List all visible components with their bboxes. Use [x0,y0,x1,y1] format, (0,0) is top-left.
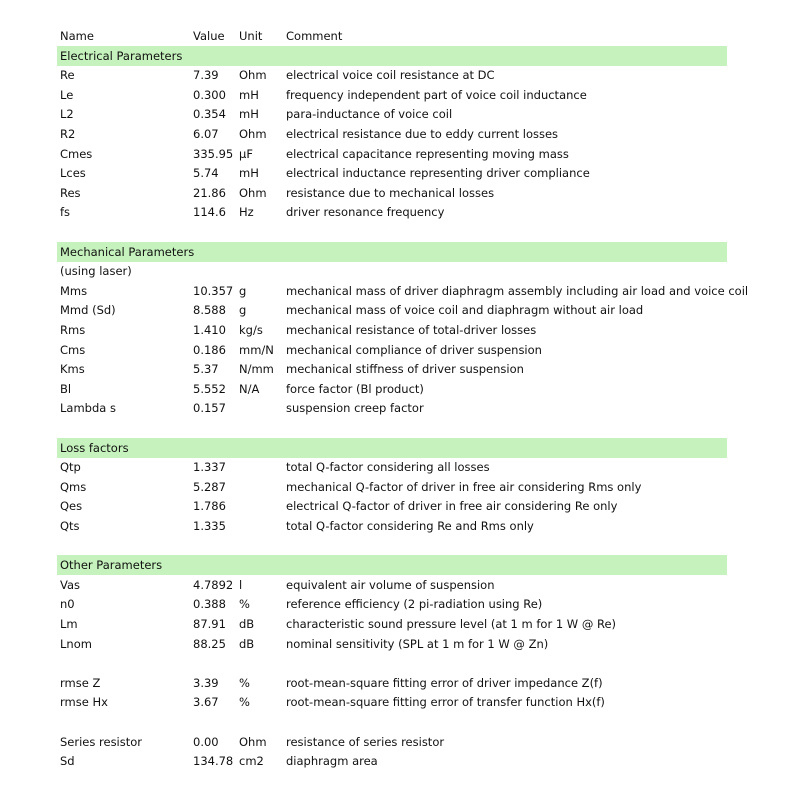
param-name: Qms [60,479,87,494]
param-value: 8.588 [193,303,226,318]
param-comment: electrical Q-factor of driver in free air considering Re only [286,499,618,514]
param-comment: electrical resistance due to eddy current losses [286,127,559,141]
param-unit: N/A [239,381,260,396]
param-comment: total Q-factor considering all losses [286,460,490,475]
parameter-row [57,379,727,399]
column-header-row [57,26,727,46]
param-comment: diaphragm area [286,754,378,769]
param-comment: nominal sensitivity (SPL at 1 m for 1 W @ Zn) [286,636,549,651]
param-name: Qtp [60,460,81,475]
param-name: L2 [60,107,74,122]
param-name: fs [60,205,71,220]
param-value: 1.786 [193,499,226,514]
param-name: n0 [60,597,75,612]
parameter-row [57,163,727,183]
parameter-row [57,183,727,203]
section-header [57,242,727,262]
param-comment: mechanical stiffness of driver suspension [286,362,524,377]
parameter-row [57,457,727,477]
parameter-row [57,104,727,124]
param-comment: electrical inductance representing driver compliance [286,166,590,181]
param-comment: frequency independent part of voice coil inductance [286,87,587,102]
param-name: Lces [60,166,86,181]
param-name: Kms [60,362,85,377]
param-name: Lnom [60,636,92,651]
param-comment: driver resonance frequency [286,205,445,220]
param-comment: mechanical Q-factor of driver in free air considering Rms only [286,479,642,494]
param-comment: electrical capacitance representing moving mass [286,146,569,161]
param-comment: resistance due to mechanical losses [286,185,495,200]
param-name: Sd [60,754,75,769]
param-unit: mH [239,166,259,181]
param-name: Re [60,68,75,83]
section-title: Other Parameters [60,558,163,573]
parameter-row [57,65,727,85]
param-name: rmse Z [60,675,101,690]
param-unit: % [239,695,250,710]
parameter-row [57,496,727,516]
param-value: 87.91 [193,617,226,631]
parameter-row [57,634,727,654]
column-header-unit: Unit [239,29,263,43]
param-comment: root-mean-square fitting error of transfer function Hx(f) [286,695,605,710]
param-comment: total Q-factor considering Re and Rms only [286,519,534,533]
param-comment: force factor (Bl product) [286,381,424,396]
param-value: 0.00 [193,734,219,749]
param-unit: mH [239,87,259,102]
param-value: 3.39 [193,675,219,690]
parameter-row [57,398,727,418]
section-title: Loss factors [60,440,129,455]
param-name: Series resistor [60,734,143,749]
section-note [57,261,727,281]
parameter-row [57,359,727,379]
param-value: 6.07 [193,127,219,141]
param-value: 5.74 [193,166,219,181]
param-unit: Hz [239,205,254,220]
param-name: Cms [60,342,86,357]
param-name: Le [60,87,74,102]
param-comment: characteristic sound pressure level (at 1 m for 1 W @ Re) [286,617,617,631]
param-value: 0.354 [193,107,226,122]
param-unit: cm2 [239,754,264,769]
param-name: Res [60,185,81,200]
parameter-row [57,202,727,222]
param-value: 1.410 [193,323,226,337]
section-header [57,555,727,575]
parameter-row [57,340,727,360]
param-value: 10.357 [193,283,234,298]
param-name: Bl [60,381,72,396]
param-value: 88.25 [193,636,226,651]
param-name: rmse Hx [60,695,108,710]
param-unit: g [239,283,247,298]
param-value: 335.95 [193,146,234,161]
parameter-row [57,300,727,320]
parameter-row [57,144,727,164]
parameter-row [57,516,727,536]
param-comment: mechanical mass of driver diaphragm assembly including air load and voice coil [286,283,749,298]
param-comment: reference efficiency (2 pi-radiation using Re) [286,597,543,612]
parameter-row [57,594,727,614]
param-comment: resistance of series resistor [286,734,445,749]
column-header-comment: Comment [286,29,343,43]
param-value: 1.335 [193,519,226,533]
column-header-name: Name [60,29,94,43]
param-comment: electrical voice coil resistance at DC [286,68,495,83]
param-unit: Ohm [239,734,267,749]
param-unit: Ohm [239,185,267,200]
param-comment: root-mean-square fitting error of driver impedance Z(f) [286,675,603,690]
param-unit: Ohm [239,68,267,83]
param-value: 0.157 [193,401,226,416]
param-unit: % [239,597,250,612]
param-name: Lambda s [60,401,116,416]
parameter-row [57,85,727,105]
param-name: Rms [60,323,86,337]
parameter-row [57,673,727,693]
param-value: 21.86 [193,185,226,200]
param-value: 4.7892 [193,577,234,592]
param-comment: equivalent air volume of suspension [286,577,495,592]
param-unit: Ohm [239,127,267,141]
param-unit: dB [239,617,255,631]
param-unit: N/mm [239,362,274,377]
section-header [57,46,727,66]
column-header-value: Value [193,29,225,43]
parameter-row [57,751,727,771]
parameter-row [57,614,727,634]
parameter-row [57,320,727,340]
param-value: 0.388 [193,597,226,612]
param-unit: % [239,675,250,690]
section-note-text: (using laser) [60,264,132,279]
param-value: 7.39 [193,68,219,83]
param-unit: mH [239,107,259,122]
parameter-row [57,692,727,712]
param-comment: para-inductance of voice coil [286,107,453,122]
param-comment: suspension creep factor [286,401,424,416]
param-name: Mmd (Sd) [60,303,116,318]
param-comment: mechanical resistance of total-driver losses [286,323,537,337]
param-value: 5.37 [193,362,219,377]
param-value: 0.186 [193,342,226,357]
param-comment: mechanical mass of voice coil and diaphragm without air load [286,303,644,318]
section-title: Electrical Parameters [60,48,183,63]
param-value: 0.300 [193,87,226,102]
param-name: Cmes [60,146,93,161]
param-unit: µF [239,146,253,161]
param-name: R2 [60,127,76,141]
param-name: Vas [60,577,81,592]
param-value: 134.78 [193,754,234,769]
param-name: Mms [60,283,88,298]
param-unit: g [239,303,247,318]
param-value: 114.6 [193,205,226,220]
section-header [57,438,727,458]
param-unit: kg/s [239,323,263,337]
param-name: Lm [60,617,78,631]
param-value: 5.552 [193,381,226,396]
param-value: 5.287 [193,479,226,494]
parameter-row [57,477,727,497]
param-value: 1.337 [193,460,226,475]
parameter-row [57,281,749,301]
param-name: Qts [60,519,80,533]
parameter-row [57,732,727,752]
param-comment: mechanical compliance of driver suspension [286,342,542,357]
param-unit: l [239,577,243,592]
param-name: Qes [60,499,83,514]
param-unit: mm/N [239,342,274,357]
parameter-row [57,124,727,144]
parameter-row [57,575,727,595]
param-unit: dB [239,636,255,651]
section-title: Mechanical Parameters [60,244,195,259]
param-value: 3.67 [193,695,219,710]
